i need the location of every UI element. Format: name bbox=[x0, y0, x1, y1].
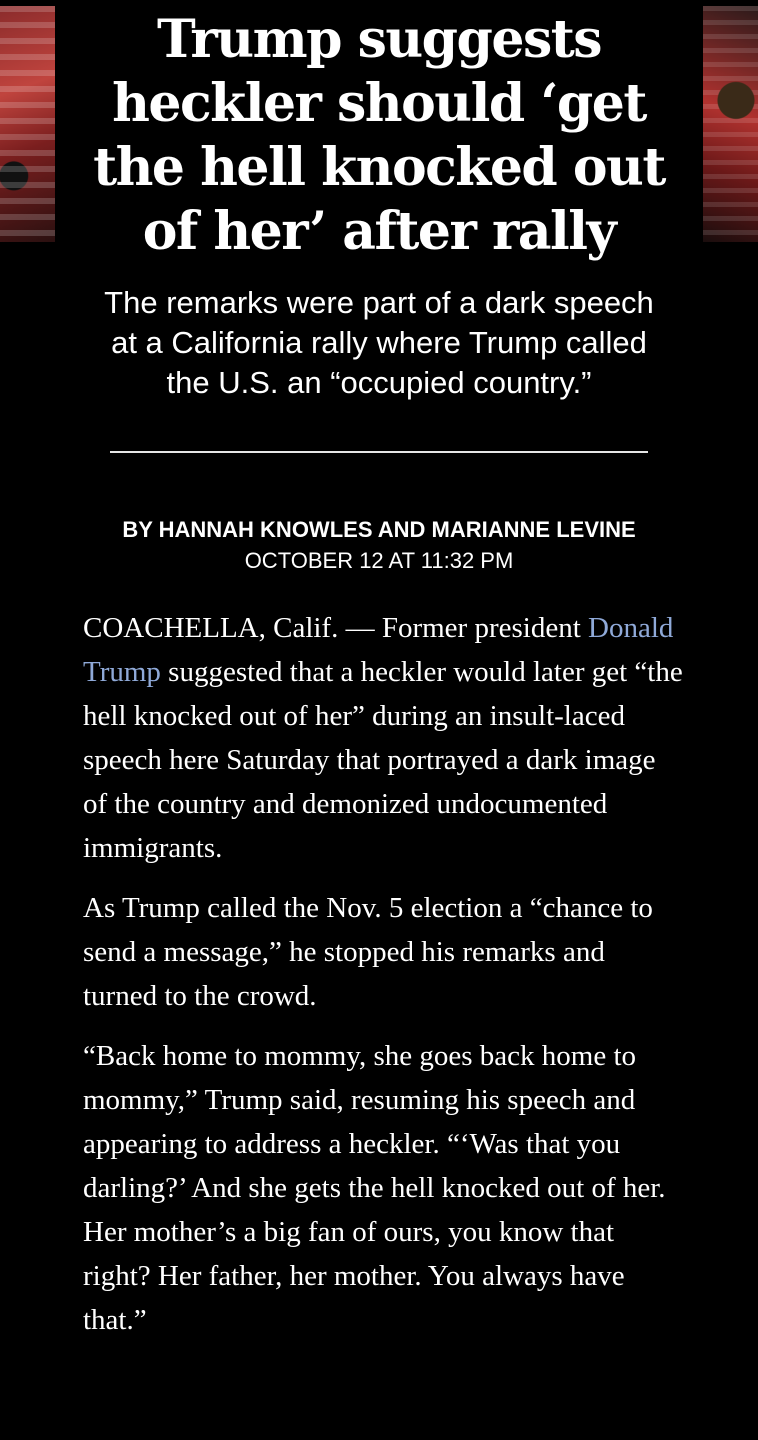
article-paragraph: As Trump called the Nov. 5 election a “chance to send a message,” he stopped his remarks and turned to the crowd. bbox=[83, 892, 653, 1012]
right-rally-photo[interactable] bbox=[703, 6, 758, 242]
left-rally-photo[interactable] bbox=[0, 6, 55, 242]
byline-authors[interactable]: HANNAH KNOWLES AND MARIANNE LEVINE bbox=[158, 517, 636, 542]
paragraph-text: suggested that a heckler would later get “the hell knocked out of her” during an insult-laced speech here Saturday that portrayed a dark image of the country and demonized undocumented immigrants. bbox=[83, 656, 683, 864]
byline-prefix: BY bbox=[122, 517, 153, 542]
publish-date: OCTOBER 12 AT 11:32 PM bbox=[244, 548, 514, 573]
article-paragraph bbox=[83, 606, 683, 870]
byline bbox=[0, 516, 758, 544]
article-dek: The remarks were part of a dark speech at a California rally where Trump called the U.S. an “occupied country.” bbox=[104, 285, 654, 400]
article-paragraph: “Back home to mommy, she goes back home to mommy,” Trump said, resuming his speech and appearing to address a heckler. “‘Was that you darling?’ And she gets the hell knocked out of her. Her mother’s a big fan of ours, you know that right? Her father, her mother. You always have that.” bbox=[83, 1040, 666, 1336]
paragraph-text: COACHELLA, Calif. — Former president bbox=[83, 612, 581, 644]
donald-trump-link[interactable]: Donald Trump bbox=[83, 612, 674, 688]
article-headline: Trump suggests heckler should ‘get the hell knocked out of her’ after rally bbox=[93, 9, 665, 262]
article-body bbox=[83, 606, 683, 1358]
headline-divider bbox=[110, 451, 648, 453]
